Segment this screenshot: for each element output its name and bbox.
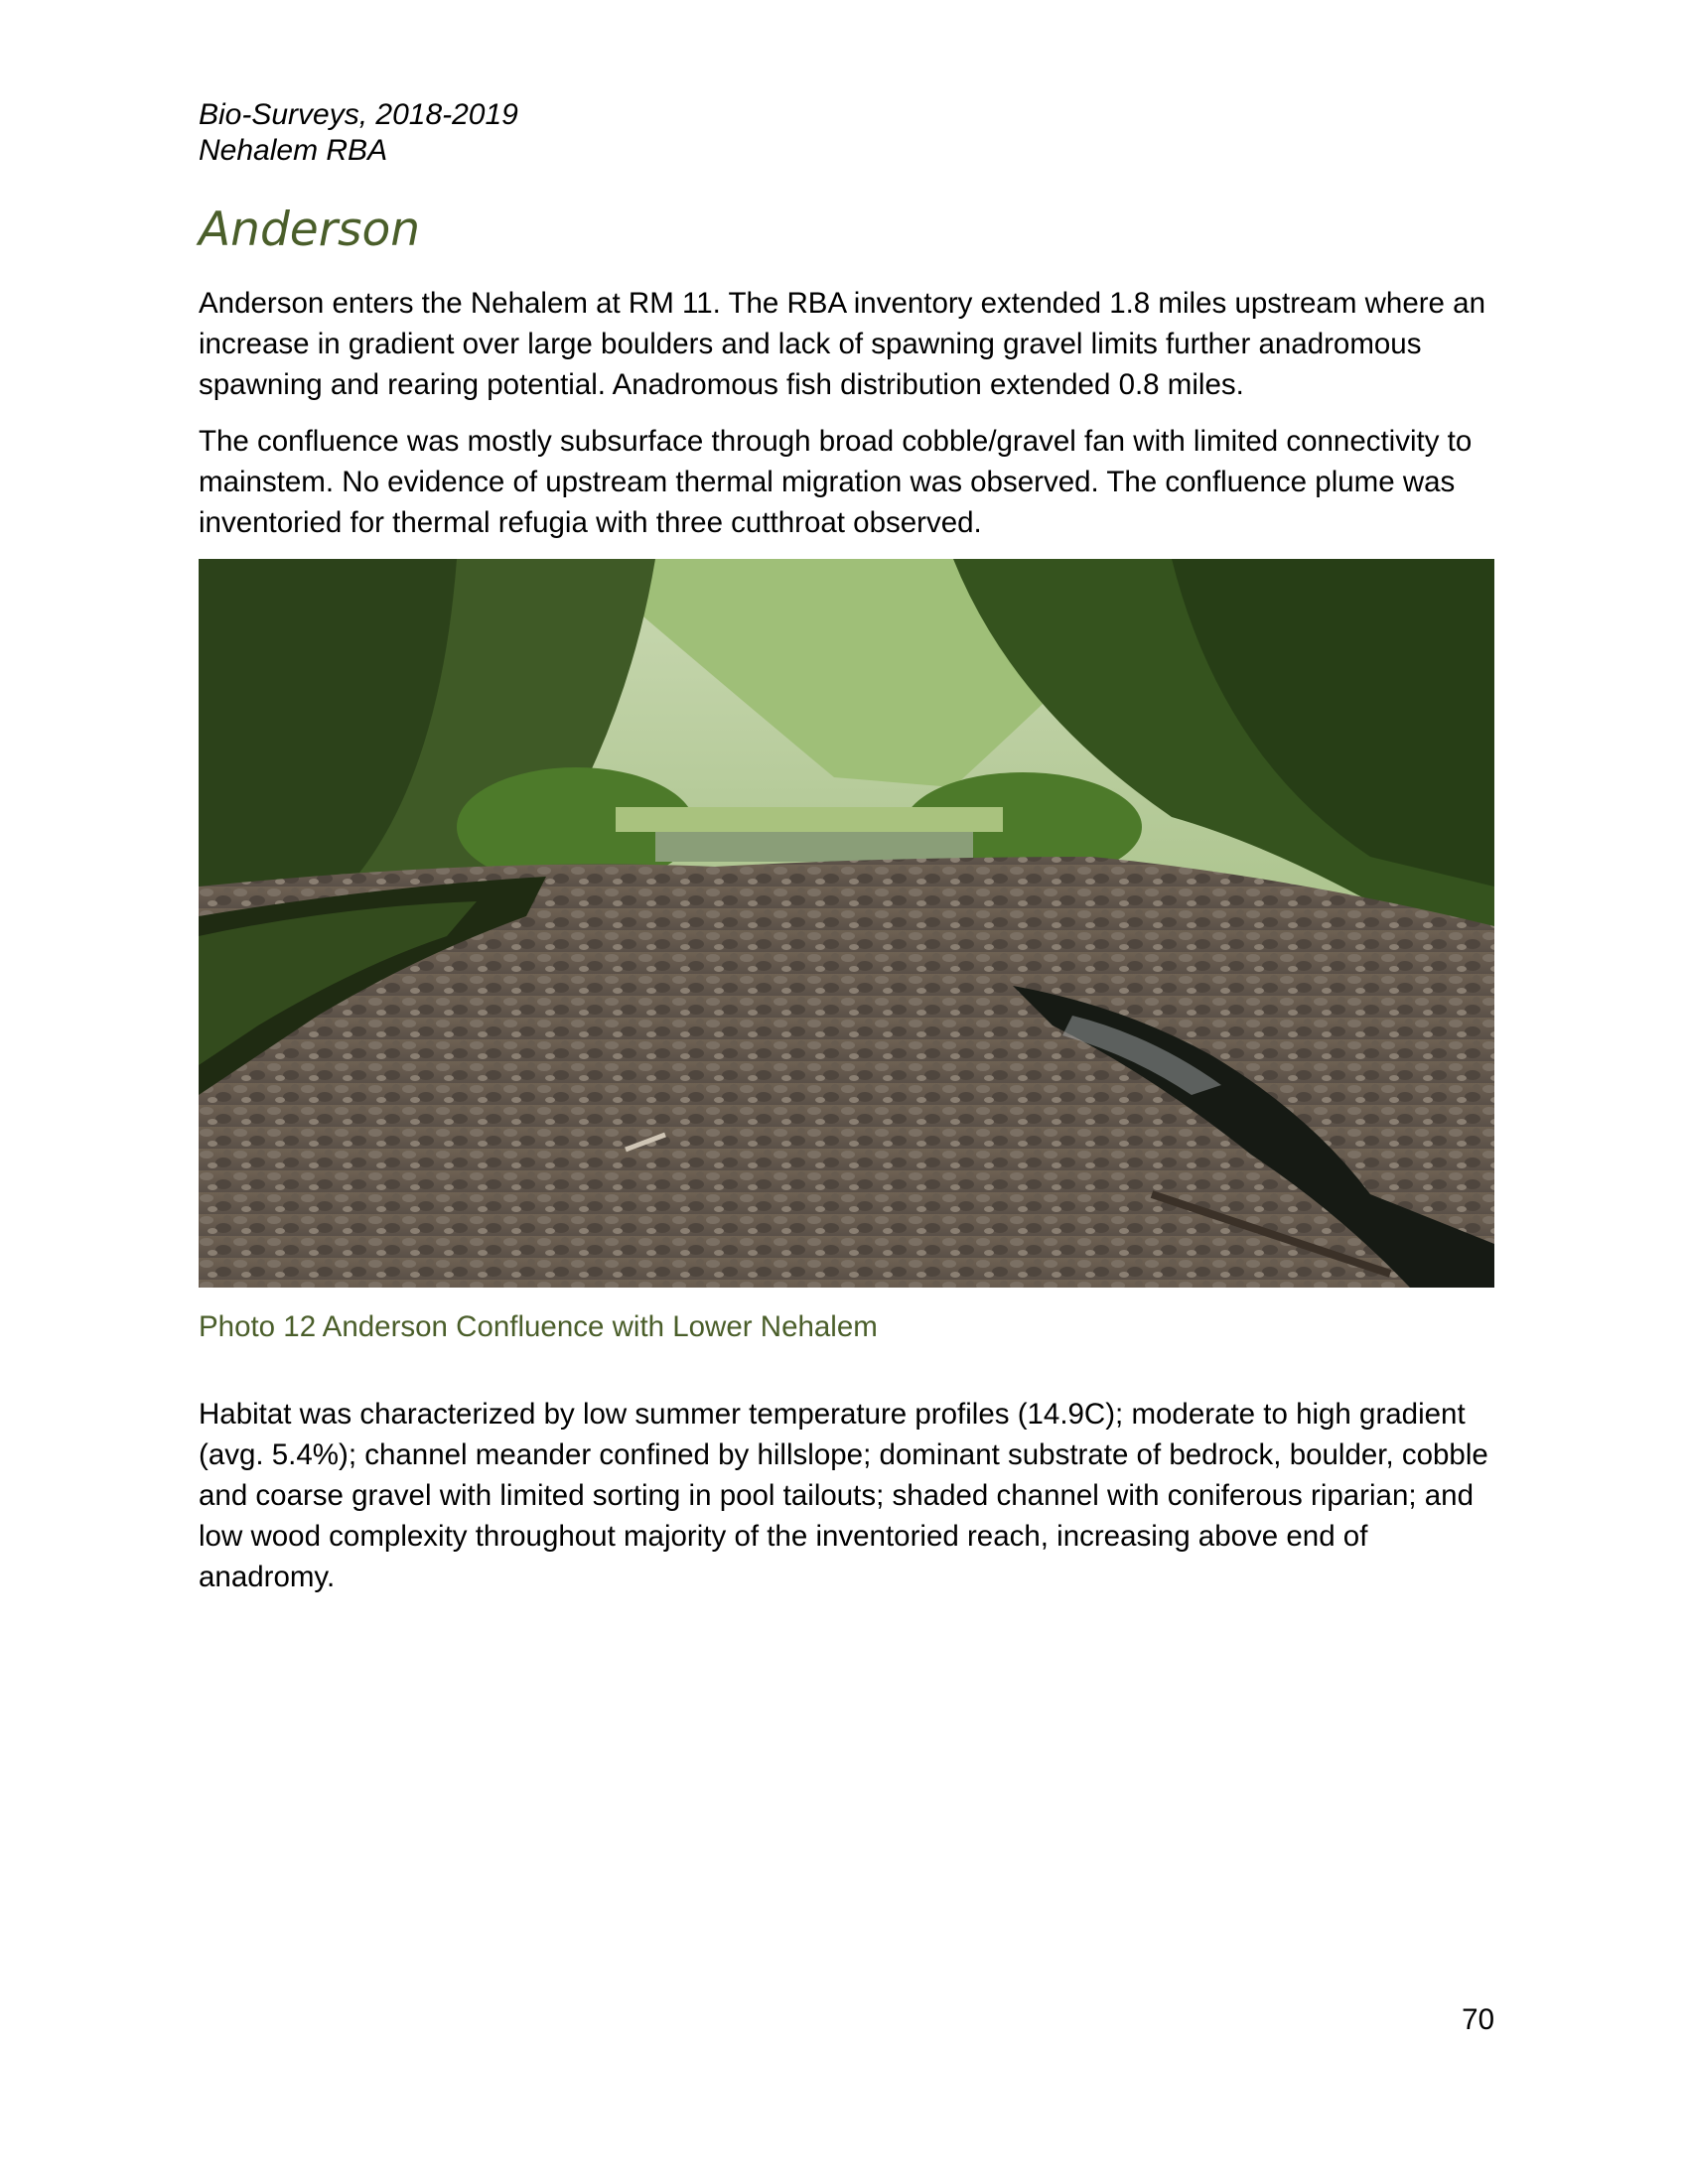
confluence-paragraph: The confluence was mostly subsurface through broad cobble/gravel fan with limited connectivity to mainstem. No evidence of upstream thermal migration was observed. The confluence plume was inventoried for thermal refugia with three cutthroat observed. [199, 425, 1473, 539]
confluence-photo [199, 559, 1494, 1288]
page-number: 70 [1462, 2003, 1494, 2036]
intro-paragraph: Anderson enters the Nehalem at RM 11. The RBA inventory extended 1.8 miles upstream where an increase in gradient over large boulders and lack of spawning gravel limits further anadromous spawning and rearing potential. Anadromous fish distribution extended 0.8 miles. [199, 287, 1485, 401]
header-report-title: Bio-Surveys, 2018-2019 [199, 98, 518, 131]
photo-caption: Photo 12 Anderson Confluence with Lower Nehalem [199, 1310, 878, 1343]
habitat-paragraph: Habitat was characterized by low summer temperature profiles (14.9C); moderate to high gradient (avg. 5.4%); channel meander confined by hillslope; dominant substrate of bedrock, boulder, cobble and coarse gravel with limited sorting in pool tailouts; shaded channel with coniferous riparian; and low wood complexity throughout majority of the inventoried reach, increasing above end of anadromy. [199, 1398, 1488, 1593]
section-heading: Anderson [199, 203, 421, 257]
running-header [199, 97, 518, 169]
header-basin-name: Nehalem RBA [199, 134, 388, 167]
